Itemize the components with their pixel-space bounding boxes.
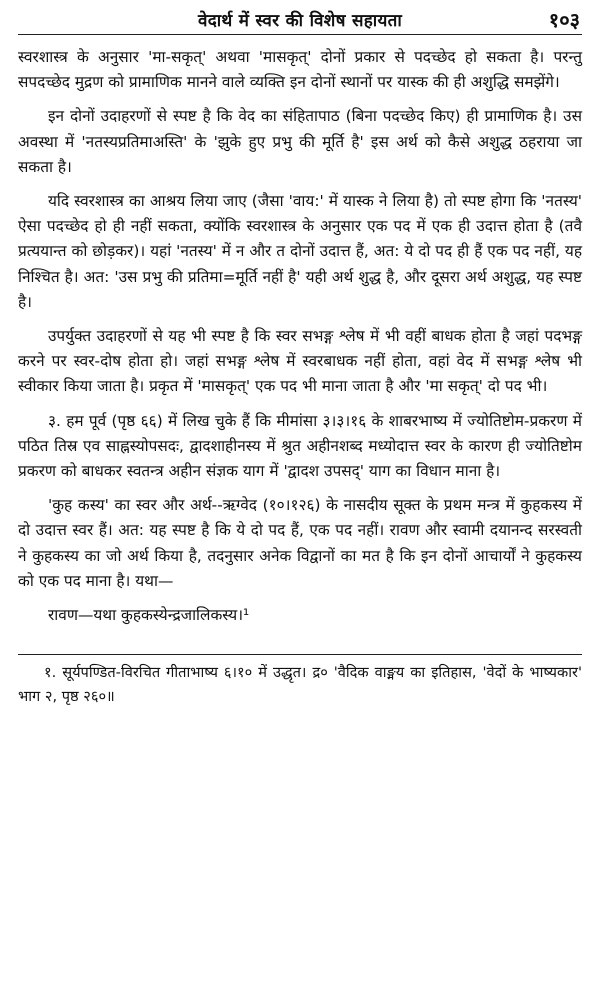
- running-header: [18, 4, 582, 35]
- paragraph-3: यदि स्वरशास्त्र का आश्रय लिया जाए (जैसा 'वाय:' में यास्क ने लिया है) तो स्पष्ट होगा कि 'नतस्य' ऐसा पदच्छेद हो ही नहीं सकता, क्योंकि स्वरशास्त्र के अनुसार एक पद में एक ही उदात्त होता है (तवै प्रत्ययान्त को छोड़कर)। यहां 'नतस्य' में न और त दोनों उदात्त हैं, अत: ये दो पद ही हैं एक पद नहीं, यह निश्चित है। अत: 'उस प्रभु की प्रतिमा=मूर्ति नहीं है' यही अर्थ शुद्ध है, और दूसरा अर्थ अशुद्ध, यह स्पष्ट है।: [18, 192, 582, 311]
- running-title: वेदार्थ में स्वर की विशेष सहायता: [197, 11, 403, 31]
- page-number: १०३: [548, 8, 580, 32]
- footnote-divider: [18, 654, 582, 655]
- footnote: १. सूर्यपण्डित-विरचित गीताभाष्य ६।१० में उद्धृत। द्र० 'वैदिक वाङ्मय का इतिहास, 'वेदों के भाष्यकार' भाग २, पृष्ठ २६०॥: [18, 664, 582, 706]
- paragraph-5: ३. हम पूर्व (पृष्ठ ६६) में लिख चुके हैं कि मीमांसा ३।३।१६ के शाबरभाष्य में ज्योतिष्टोम-प्रकरण में पठित तिस्र एव साह्नस्योपसदः, द्वादशाहीनस्य में श्रुत अहीनशब्द मध्योदात्त स्वर के कारण ही ज्योतिष्टोम प्रकरण को बाधकर स्वतन्त्र अहीन संज्ञक याग में 'द्वादश उपसद्' याग का विधान माना है।: [18, 411, 582, 481]
- ravana-quote: रावण—यथा कुहकस्येन्द्रजालिकस्य।¹: [48, 606, 250, 625]
- paragraph-2: इन दोनों उदाहरणों से स्पष्ट है कि वेद का संहितापाठ (बिना पदच्छेद किए) ही प्रामाणिक है। उस अवस्था में 'नतस्यप्रतिमाअस्ति' के 'झुके हुए प्रभु की मूर्ति है' इस अर्थ को कैसे अशुद्ध ठहराया जा सकता है।: [18, 107, 582, 176]
- paragraph-1: स्वरशास्त्र के अनुसार 'मा-सकृत्' अथवा 'मासकृत्' दोनों प्रकार से पदच्छेद हो सकता है। परन्तु सपदच्छेद मुद्रण को प्रामाणिक मानने वाले व्यक्ति इन दोनों स्थानों पर यास्क की ही अशुद्धि समझेंगे।: [18, 48, 582, 92]
- paragraph-4: उपर्युक्त उदाहरणों से यह भी स्पष्ट है कि स्वर सभङ्ग श्लेष में भी वहीं बाधक होता है जहां पदभङ्ग करने पर स्वर-दोष होता हो। जहां सभङ्ग श्लेष में स्वरबाधक नहीं होता, वहां वेद में सभङ्ग श्लेष भी स्वीकार किया जाता है। प्रकृत में 'मासकृत्' एक पद भी माना जाता है और 'मा सकृत्' दो पद भी।: [18, 327, 582, 396]
- page-body: [18, 35, 582, 628]
- paragraph-6: 'कुह कस्य' का स्वर और अर्थ--ऋग्वेद (१०।१२६) के नासदीय सूक्त के प्रथम मन्त्र में कुहकस्य में दो उदात्त स्वर हैं। अत: यह स्पष्ट है कि ये दो पद हैं, एक पद नहीं। रावण और स्वामी दयानन्द सरस्वती ने कुहकस्य का जो अर्थ किया है, तदनुसार अनेक विद्वानों का मत है कि इन दोनों आचार्यों ने कुहकस्य को एक पद माना है। यथा—: [18, 496, 582, 590]
